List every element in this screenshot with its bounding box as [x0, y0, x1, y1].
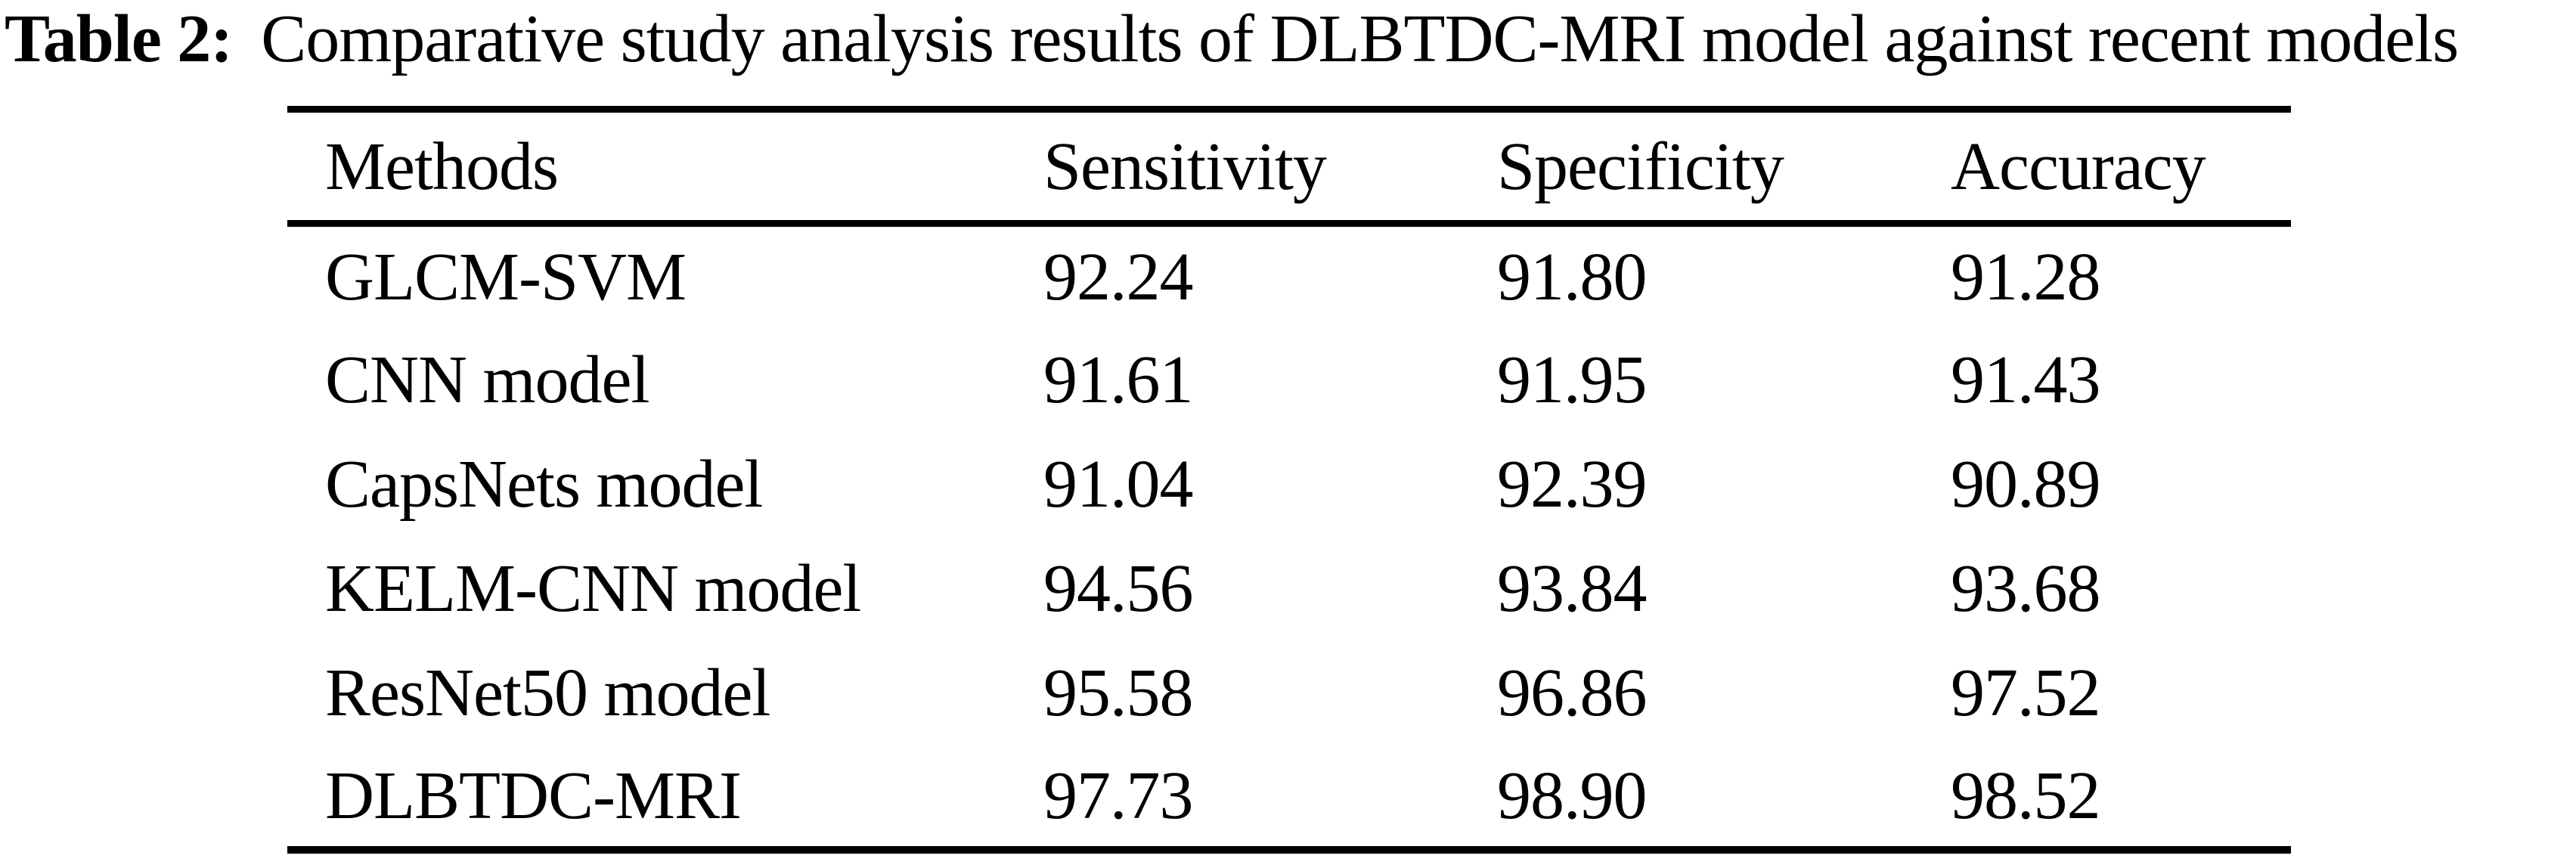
cell-sensitivity: 95.58: [1043, 656, 1193, 730]
cell-sensitivity: 91.04: [1043, 447, 1193, 522]
cell-sensitivity: 97.73: [1043, 758, 1193, 833]
table-row: [287, 537, 2291, 641]
column-header-specificity: Specificity: [1497, 129, 1784, 204]
cell-method: GLCM-SVM: [325, 240, 687, 315]
table-caption-label: Table 2:: [5, 2, 233, 76]
cell-specificity: 91.95: [1497, 343, 1647, 417]
cell-accuracy: 91.28: [1951, 240, 2100, 315]
cell-sensitivity: 92.24: [1043, 240, 1193, 315]
cell-accuracy: 98.52: [1951, 758, 2100, 833]
table-row: [287, 224, 2291, 328]
column-header-accuracy: Accuracy: [1951, 129, 2206, 204]
cell-specificity: 93.84: [1497, 551, 1647, 626]
table-row: [287, 746, 2291, 850]
header-row: [287, 110, 2291, 224]
column-header-sensitivity: Sensitivity: [1043, 129, 1327, 204]
cell-method: DLBTDC-MRI: [325, 758, 741, 833]
results-table: [287, 106, 2291, 854]
table-row: [287, 328, 2291, 432]
column-header-methods: Methods: [325, 129, 558, 204]
cell-accuracy: 93.68: [1951, 551, 2100, 626]
cell-accuracy: 97.52: [1951, 656, 2100, 730]
cell-method: CapsNets model: [325, 447, 763, 522]
table-row: [287, 432, 2291, 537]
cell-sensitivity: 91.61: [1043, 343, 1193, 417]
cell-accuracy: 91.43: [1951, 343, 2100, 417]
cell-method: ResNet50 model: [325, 656, 770, 730]
cell-accuracy: 90.89: [1951, 447, 2100, 522]
cell-method: CNN model: [325, 343, 649, 417]
cell-sensitivity: 94.56: [1043, 551, 1193, 626]
cell-specificity: 98.90: [1497, 758, 1647, 833]
cell-specificity: 91.80: [1497, 240, 1647, 315]
cell-method: KELM-CNN model: [325, 551, 861, 626]
cell-specificity: 92.39: [1497, 447, 1647, 522]
cell-specificity: 96.86: [1497, 656, 1647, 730]
table-caption: [5, 2, 2458, 76]
table-row: [287, 641, 2291, 746]
table-caption-text: Comparative study analysis results of DLBTDC-MRI model against recent models: [261, 2, 2459, 76]
